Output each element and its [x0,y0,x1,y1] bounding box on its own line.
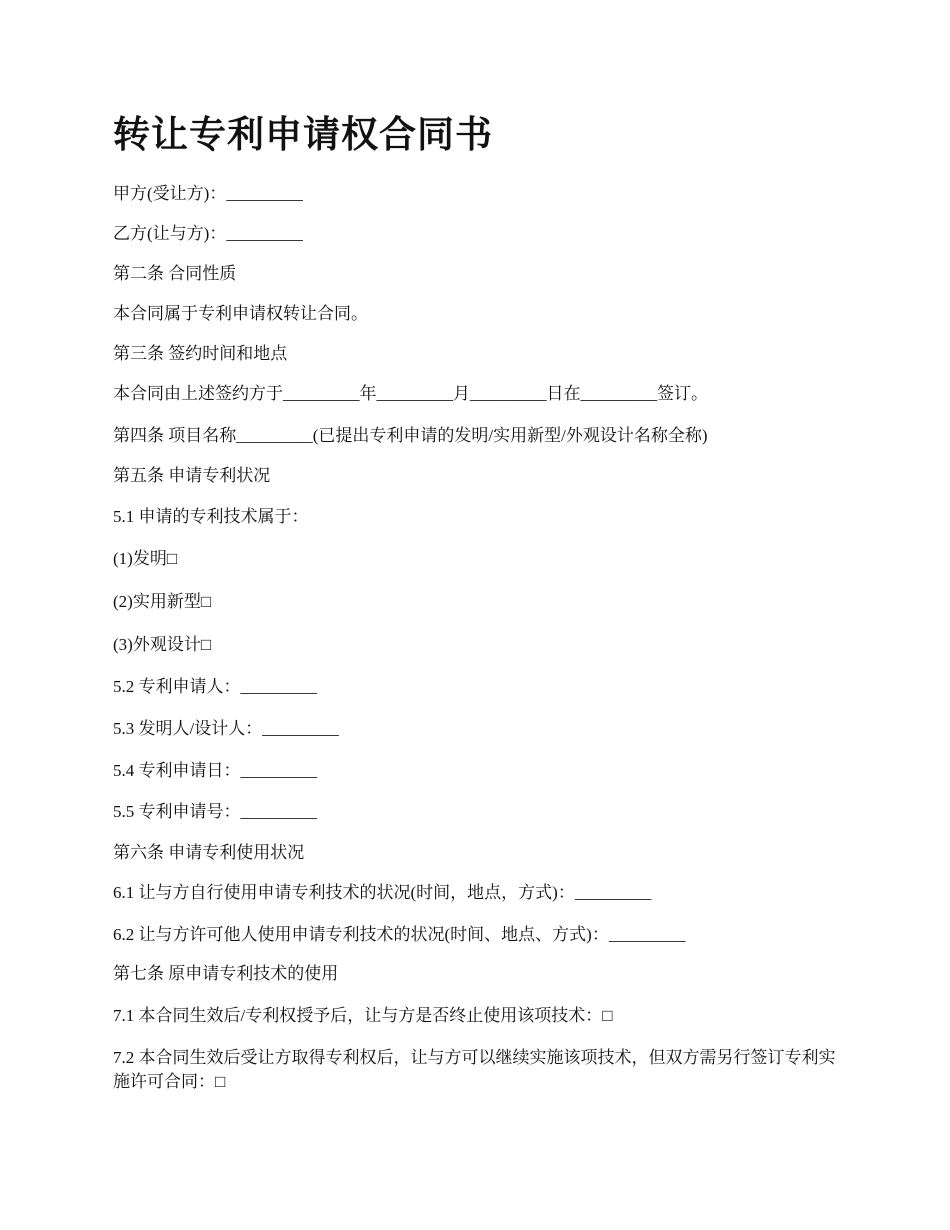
clause-7-1: 7.1 本合同生效后/专利权授予后，让与方是否终止使用该项技术：□ [113,1006,613,1025]
article-5-heading: 第五条 申请专利状况 [113,466,271,485]
option-invention: (1)发明□ [113,549,178,568]
clause-5-1: 5.1 申请的专利技术属于： [113,507,309,526]
clause-6-2: 6.2 让与方许可他人使用申请专利技术的状况(时间、地点、方式)：_________ [113,925,686,944]
article-2-heading: 第二条 合同性质 [113,264,237,283]
article-4-text: 第四条 项目名称_________(已提出专利申请的发明/实用新型/外观设计名称全称) [113,426,708,445]
clause-5-2: 5.2 专利申请人：_________ [113,677,317,696]
article-7-heading: 第七条 原申请专利技术的使用 [113,964,339,983]
article-3-heading: 第三条 签约时间和地点 [113,344,288,363]
clause-6-1: 6.1 让与方自行使用申请专利技术的状况(时间，地点，方式)：_________ [113,883,652,902]
article-2-text: 本合同属于专利申请权转让合同。 [113,304,368,323]
clause-7-2: 7.2 本合同生效后受让方取得专利权后，让与方可以继续实施该项技术，但双方需另行签订专利实施许可合同：□ [113,1048,836,1091]
clause-5-5: 5.5 专利申请号：_________ [113,802,317,821]
party-a-line: 甲方(受让方)：_________ [113,184,303,203]
party-b-line: 乙方(让与方)：_________ [113,224,303,243]
option-design: (3)外观设计□ [113,635,212,654]
article-3-text: 本合同由上述签约方于_________年_________月_________日在_________签订。 [113,384,708,403]
clause-5-4: 5.4 专利申请日：_________ [113,761,317,780]
document-title: 转让专利申请权合同书 [113,113,493,156]
option-utility-model: (2)实用新型□ [113,592,212,611]
article-6-heading: 第六条 申请专利使用状况 [113,843,305,862]
clause-5-3: 5.3 发明人/设计人：_________ [113,719,339,738]
